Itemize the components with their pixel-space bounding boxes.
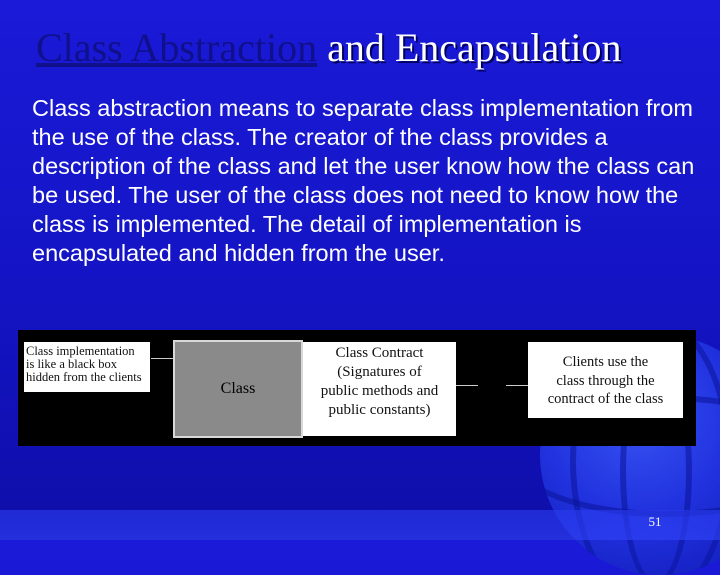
title-text: and Encapsulation [317,25,622,70]
page-number: 51 [648,514,662,529]
connector-line [151,358,173,359]
clients-line: class through the [556,372,655,389]
body-paragraph: Class abstraction means to separate class implementation from the use of the class. The creator of the class provides a description of the class and let the user know how the class can be used. The user of the class does not need to know how the class is implemented. The detail of implementation is encapsulated and hidden from the user. [32,95,695,266]
class-contract-box [303,342,456,436]
clients-line: contract of the class [547,391,664,407]
bottom-band [0,510,720,540]
contract-line: public constants) [328,402,431,418]
class-box [173,340,303,438]
contract-line: public methods and [320,383,439,399]
contract-line: (Signatures of [337,364,422,380]
clients-box [528,342,683,418]
slide-title [36,24,706,72]
contract-line: Class Contract [335,345,424,361]
title-link[interactable]: Class Abstraction [36,25,318,70]
connector-line [456,385,478,386]
black-box-note [24,342,150,392]
encapsulation-diagram [18,330,696,446]
note-line: is like a black box [26,357,117,371]
note-line: hidden from the clients [26,370,142,384]
class-label: Class [220,380,256,397]
clients-line: Clients use the [562,354,649,370]
connector-line [506,385,528,386]
note-line: Class implementation [26,344,135,358]
